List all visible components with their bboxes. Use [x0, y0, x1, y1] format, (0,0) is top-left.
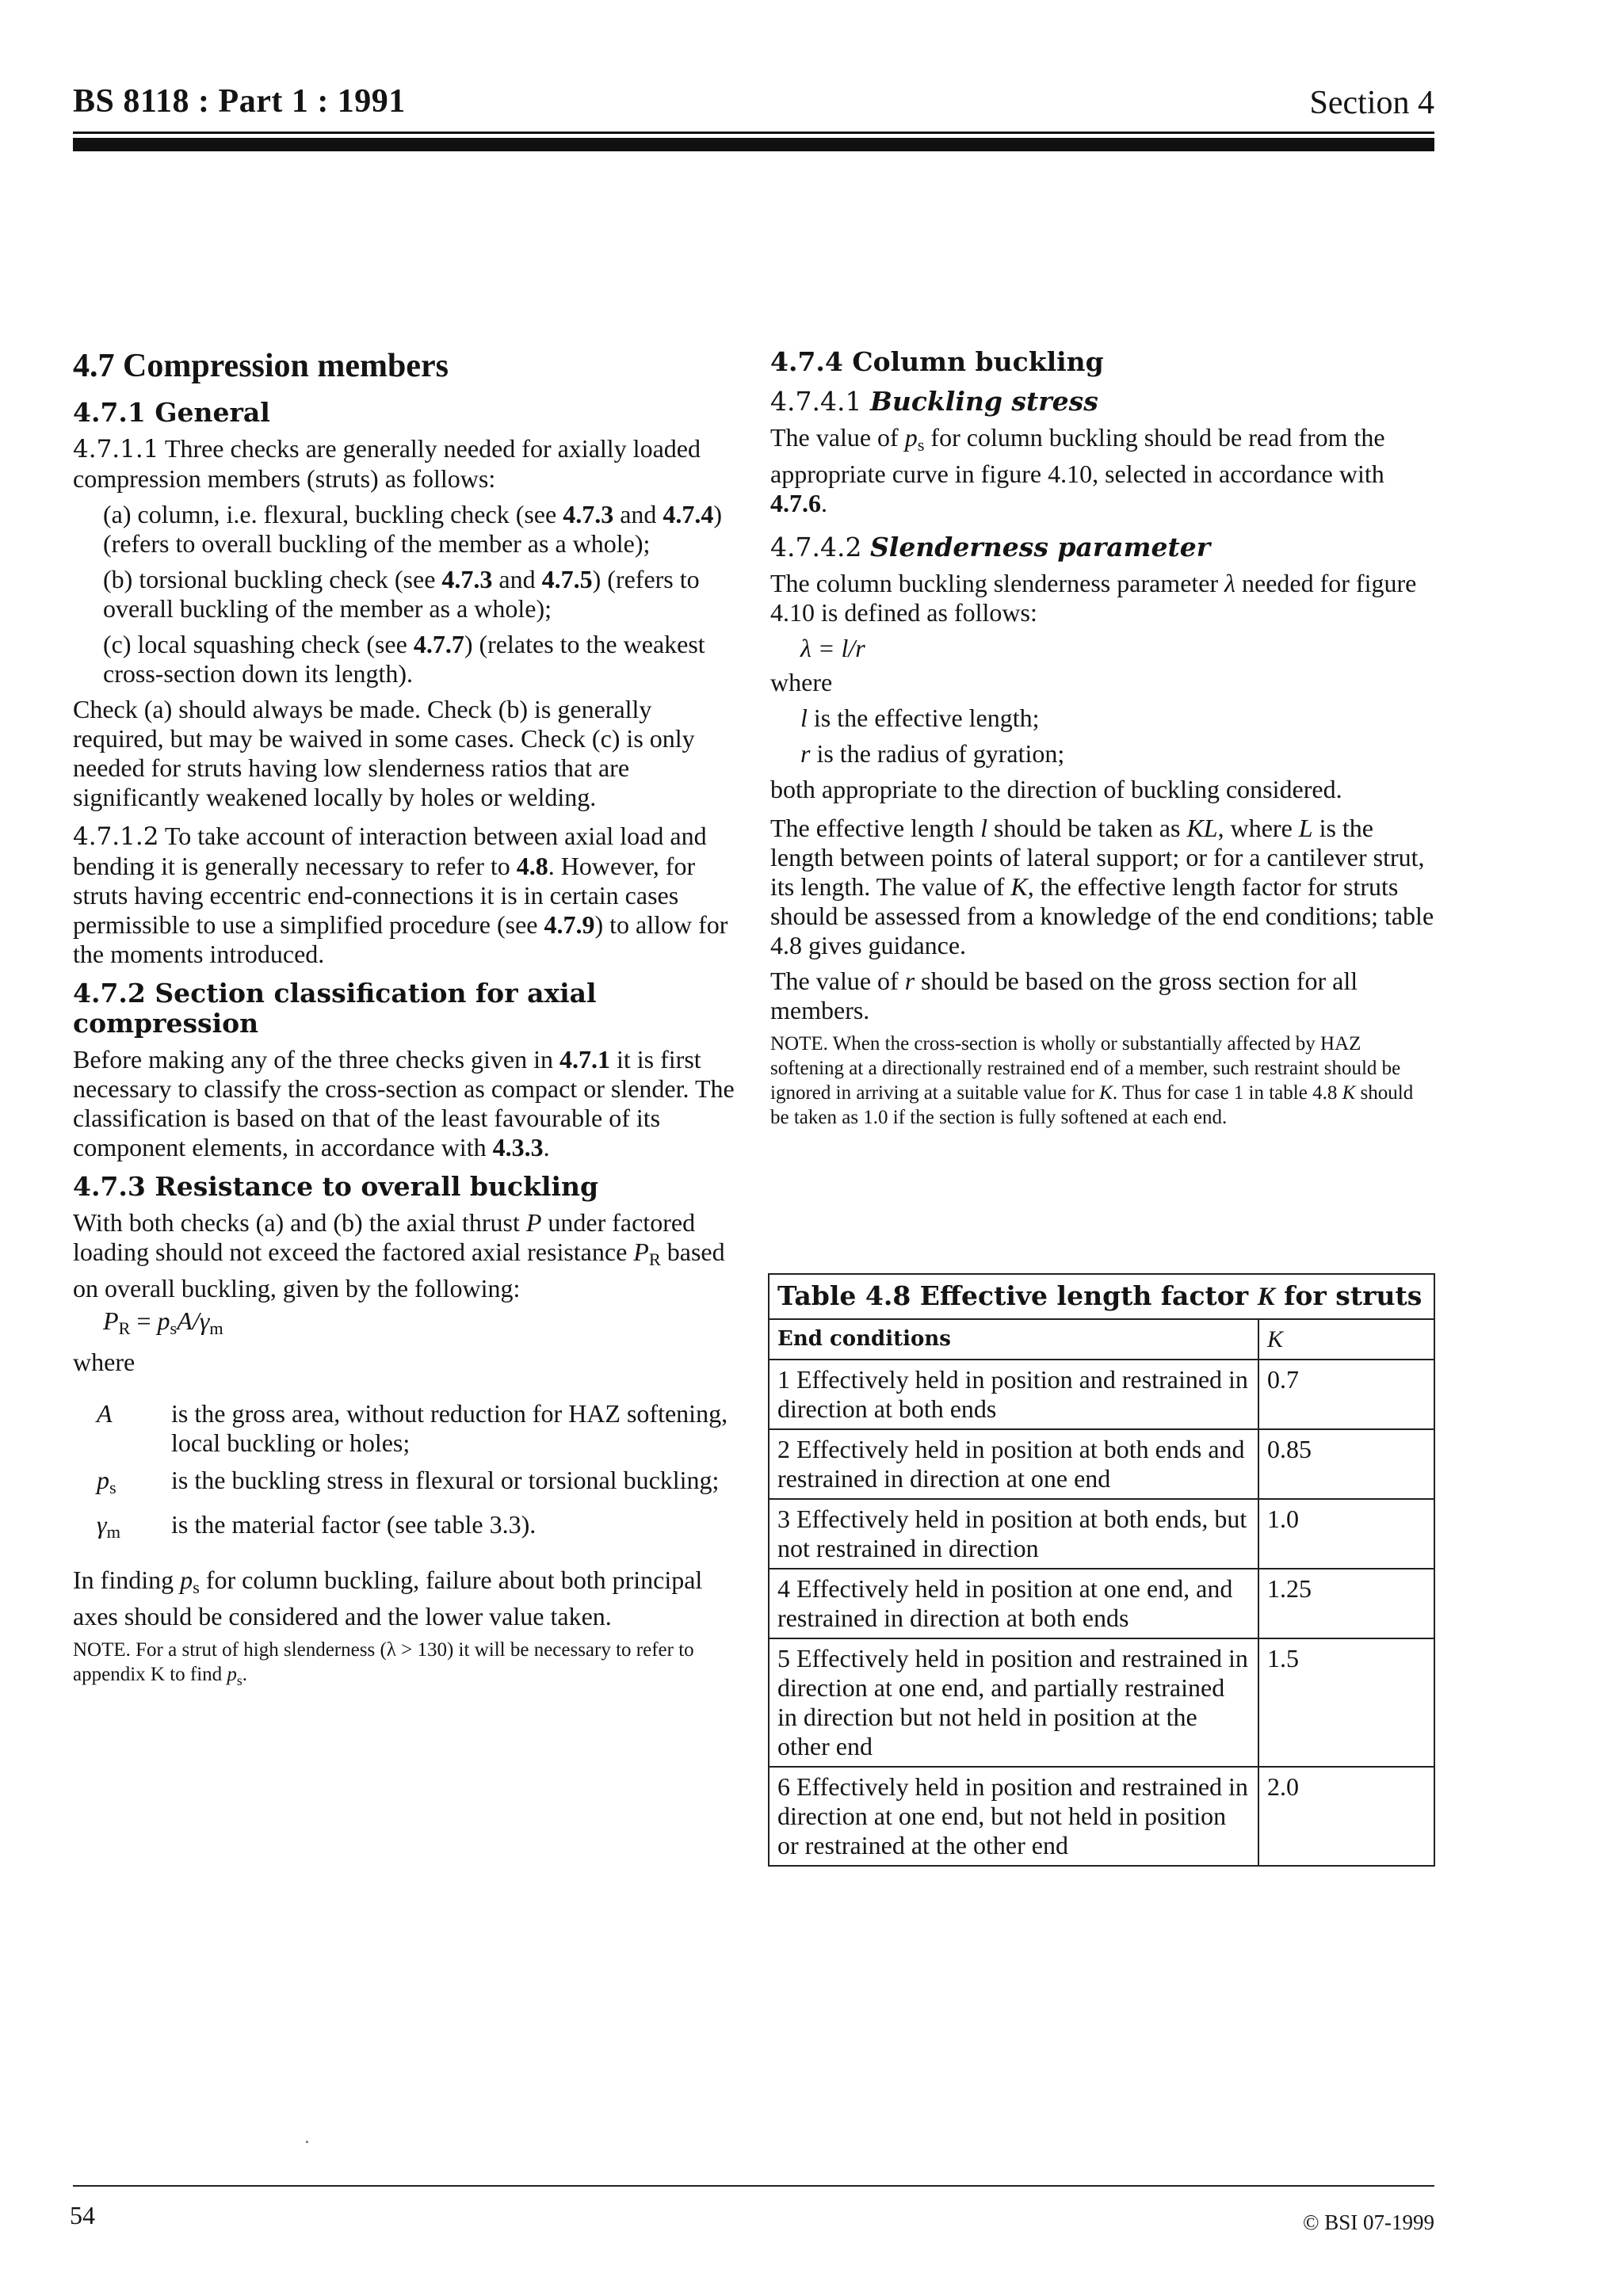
header-rule-thick [73, 138, 1434, 151]
ref-4-7-4: 4.7.4 [663, 500, 714, 528]
page-header-left: BS 8118 : Part 1 : 1991 [73, 83, 406, 120]
copyright-notice: © BSI 07-1999 [1302, 2210, 1434, 2234]
heading-4-7: 4.7 Compression members [73, 348, 449, 384]
heading-4-7-4-1: 4.7.4.1 Buckling stress [770, 386, 1098, 417]
formula-resistance: $P_R = p_sA/\gamma_m$ [103, 1306, 223, 1338]
heading-4-7-4-2: 4.7.4.2 Slenderness parameter [770, 532, 1211, 563]
para-4-7-3: With both checks (a) and (b) the axial thrust P under factored loading should not exceed the factored axial resistance $P_R$ based on overall buckling, given by the following: [73, 1208, 725, 1302]
ref-4-7-6: 4.7.6 [770, 489, 821, 517]
k-value-cell: 0.85 [1258, 1429, 1434, 1499]
ref-4-7-1: 4.7.1 [559, 1045, 610, 1074]
note-haz-softening: NOTE. When the cross-section is wholly or substantially affected by HAZ softening at a directionally restrained end of a member, such restraint should be ignored in arriving at a suitable value for K. Thus for case 1 in table 4.8 K should be taken as 1.0 if the section is fully softened at each end. [770, 1033, 1414, 1128]
ref-4-7-3: 4.7.3 [441, 565, 493, 593]
para-gross-section: The value of r should be based on the gross section for all members. [770, 967, 1358, 1024]
para-4-7-4-1: The value of $p_s$ for column buckling should be read from the appropriate curve in figure 4.10, selected in accordance with 4.7.6. [770, 423, 1385, 517]
check-a: (a) column, i.e. flexural, buckling check (see 4.7.3 and 4.7.4) (refers to overall buckling of the member as a whole); [103, 500, 723, 558]
table-row [769, 1360, 1434, 1429]
check-b: (b) torsional buckling check (see 4.7.3 and 4.7.5) (refers to overall buckling of the member as a whole); [103, 565, 700, 623]
table-row [769, 1569, 1434, 1638]
para-effective-length: The effective length l should be taken as KL, where L is the length between points of lateral support; or for a cantilever strut, its length. The value of K, the effective length factor for struts should be assessed from a knowledge of the end conditions; table 4.8 gives guidance. [770, 814, 1434, 959]
k-value-cell: 2.0 [1258, 1767, 1434, 1866]
symbol: $p_s$ [97, 1466, 116, 1497]
para-slenderness: The column buckling slenderness parameter λ needed for figure 4.10 is defined as follows: [770, 569, 1417, 627]
end-condition-cell: 6 Effectively held in position and restrained in direction at one end, but not held in position or restrained at the other end [769, 1767, 1258, 1866]
table-row [769, 1638, 1434, 1767]
footer-rule [73, 2185, 1434, 2187]
note-high-slenderness: NOTE. For a strut of high slenderness (λ > 130) it will be necessary to refer to appendix K to find $p_s$. [73, 1639, 694, 1688]
effective-length-factor-table [768, 1273, 1435, 1867]
right-column [770, 347, 1436, 1139]
heading-4-7-3: 4.7.3 Resistance to overall buckling [73, 1171, 599, 1202]
k-value-cell: 1.5 [1258, 1638, 1434, 1767]
symbol: A [97, 1399, 113, 1428]
symbol-description: is the material factor (see table 3.3). [171, 1510, 537, 1539]
para-checks: Check (a) should always be made. Check (b) is generally required, but may be waived in some cases. Check (c) is only needed for struts having low slenderness ratios that are significantly weakened locally by holes or welding. [73, 695, 695, 811]
table-caption: Table 4.8 Effective length factor K for struts [768, 1273, 1435, 1318]
ref-4-7-5: 4.7.5 [541, 565, 593, 593]
table-row [769, 1767, 1434, 1866]
para-4-7-1-1: 4.7.1.1 Three checks are generally needed for axially loaded compression members (struts) as follows: [73, 434, 701, 493]
column-header-k: K [1258, 1319, 1434, 1360]
check-c: (c) local squashing check (see 4.7.7) (relates to the weakest cross-section down its length). [103, 630, 705, 688]
table-row [769, 1429, 1434, 1499]
heading-4-7-1: 4.7.1 General [73, 397, 270, 428]
left-column [73, 347, 737, 1703]
ref-4-3-3: 4.3.3 [492, 1133, 544, 1161]
ref-4-8: 4.8 [516, 852, 548, 880]
heading-4-7-4: 4.7.4 Column buckling [770, 346, 1104, 377]
clause-number: 4.7.1.2 [73, 822, 159, 851]
symbol: $\gamma_m$ [97, 1510, 121, 1542]
def-radius-gyration: r is the radius of gyration; [800, 739, 1065, 768]
table-header-row [769, 1319, 1434, 1360]
end-condition-cell: 1 Effectively held in position and restrained in direction at both ends [769, 1360, 1258, 1429]
para-4-7-1-2: 4.7.1.2 To take account of interaction between axial load and bending it is generally necessary to refer to 4.8. However, for struts having eccentric end-connections it is in certain cases permissible to use a simplified procedure (see 4.7.9) to allow for the moments introduced. [73, 822, 728, 968]
end-condition-cell: 4 Effectively held in position at one end, and restrained in direction at both ends [769, 1569, 1258, 1638]
ref-4-7-9: 4.7.9 [544, 910, 595, 939]
end-condition-cell: 2 Effectively held in position at both ends and restrained in direction at one end [769, 1429, 1258, 1499]
column-header-end-conditions: End conditions [769, 1319, 1258, 1360]
ref-4-7-7: 4.7.7 [413, 630, 464, 658]
k-value-cell: 0.7 [1258, 1360, 1434, 1429]
para-finding: In finding $p_s$ for column buckling, failure about both principal axes should be considered and the lower value taken. [73, 1566, 703, 1630]
heading-4-7-2: 4.7.2 Section classification for axial compression [73, 978, 597, 1039]
where-label: where [73, 1348, 136, 1376]
table-row [769, 1499, 1434, 1569]
k-value-cell: 1.0 [1258, 1499, 1434, 1569]
para-4-7-2: Before making any of the three checks given in 4.7.1 it is first necessary to classify the cross-section as compact or slender. The classification is based on that of the least favourable of its component elements, in accordance with 4.3.3. [73, 1045, 735, 1161]
ref-4-7-3: 4.7.3 [563, 500, 614, 528]
page-header-right: Section 4 [1309, 85, 1434, 121]
header-rule-thin [73, 132, 1434, 134]
symbol-description: is the gross area, without reduction for HAZ softening, local buckling or holes; [171, 1399, 728, 1457]
clause-number: 4.7.1.1 [73, 435, 159, 463]
k-value-cell: 1.25 [1258, 1569, 1434, 1638]
symbol-definitions [73, 1399, 737, 1547]
scan-speck [306, 2141, 308, 2143]
page-number: 54 [70, 2201, 95, 2229]
end-condition-cell: 3 Effectively held in position at both ends, but not restrained in direction [769, 1499, 1258, 1569]
formula-slenderness: λ = l/r [800, 634, 865, 662]
def-effective-length: l is the effective length; [800, 704, 1040, 732]
where-label: where [770, 668, 833, 696]
symbol-description: is the buckling stress in flexural or torsional buckling; [171, 1466, 720, 1494]
end-condition-cell: 5 Effectively held in position and restrained in direction at one end, and partially restrained in direction but not held in position at the other end [769, 1638, 1258, 1767]
para-both: both appropriate to the direction of buckling considered. [770, 775, 1342, 803]
